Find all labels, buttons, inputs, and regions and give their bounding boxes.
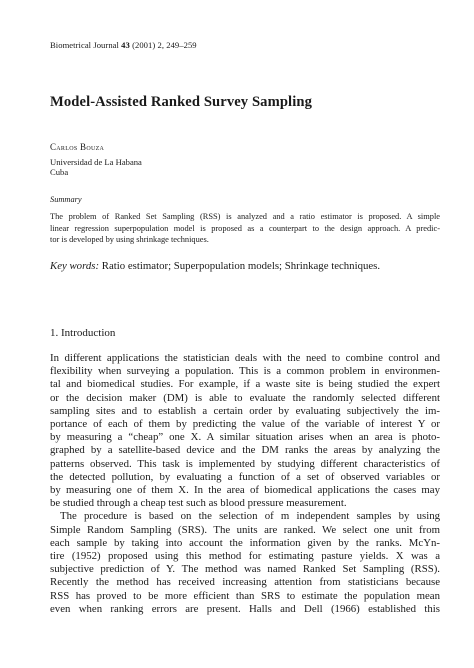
keywords <box>50 260 380 272</box>
body-line: by measuring a “cheap” one X. A similar situation arises when an area is photo- <box>50 431 440 444</box>
affiliation-university: Universidad de La Habana <box>50 157 142 167</box>
body-line: tire (1952) proposed using this method for estimating pasture yields. X was a <box>50 550 440 563</box>
body-line: be studied through a cheap test such as blood pressure measurement. <box>50 497 347 510</box>
abstract <box>50 211 440 246</box>
introduction-body <box>50 352 440 616</box>
journal-volume: 43 <box>121 40 130 50</box>
affiliation-country: Cuba <box>50 167 69 177</box>
summary-label: Summary <box>50 195 82 204</box>
keywords-text: Ratio estimator; Superpopulation models; Shrinkage techniques. <box>101 260 381 272</box>
body-line: sampling sites and to establish a certain order by evaluating subjectively the im- <box>50 404 440 417</box>
body-line: even when ranking errors are present. Halls and Dell (1966) established this <box>50 602 440 615</box>
abstract-line: linear regression superpopulation model is proposed as a counterpart to the design approach. A predic- <box>50 223 440 233</box>
body-line: graphed by a satellite-based device and the DM ranks the areas by analyzing the <box>50 444 440 457</box>
body-line: RSS has proved to be more efficient than SRS to estimate the population mean <box>50 589 440 602</box>
paper-page <box>50 0 440 668</box>
body-line: each sample by taking into account the information given by the ranks. McYn- <box>50 536 440 549</box>
journal-issue-pages: (2001) 2, 249–259 <box>132 40 197 50</box>
abstract-line: tor is developed by using shrinkage techniques. <box>50 235 209 244</box>
keywords-label: Key words: <box>50 260 100 272</box>
body-line: Simple Random Sampling (SRS). The units are ranked. We select one unit from <box>50 523 440 536</box>
body-line: portance of each of them by predicting the value of the variable of interest Y or <box>50 418 440 431</box>
body-line: subjective prediction of Y. The method was named Ranked Set Sampling (RSS). <box>50 563 440 576</box>
body-line: the detected pollution, by evaluating a function of a set of observed variables or <box>50 470 440 483</box>
author-name: Carlos Bouza <box>50 142 105 152</box>
body-line: tal and biomedical studies. For example, if a waste site is being studied the expert <box>50 378 440 391</box>
body-line: by measuring one of them X. In the area of biomedical applications the cases may <box>50 484 440 497</box>
paper-title: Model-Assisted Ranked Survey Sampling <box>50 94 312 110</box>
body-line: patterns observed. This task is implemented by studying different characteristics of <box>50 457 440 470</box>
abstract-line: The problem of Ranked Set Sampling (RSS) is analyzed and a ratio estimator is proposed. A simple <box>50 212 440 221</box>
journal-citation <box>50 40 197 50</box>
body-line: The procedure is based on the selection of m independent samples by using <box>60 510 440 523</box>
body-line: In different applications the statistician deals with the need to combine control and <box>50 352 440 364</box>
body-line: or the decision maker (DM) is able to evaluate the randomly selected different <box>50 391 440 404</box>
body-line: flexibility when surveying a population. This is a common problem in environmen- <box>50 365 440 378</box>
journal-name: Biometrical Journal <box>50 40 119 50</box>
section-heading-introduction: 1. Introduction <box>50 327 116 339</box>
body-line: Recently the method has received increasing attention from statisticians because <box>50 576 440 589</box>
